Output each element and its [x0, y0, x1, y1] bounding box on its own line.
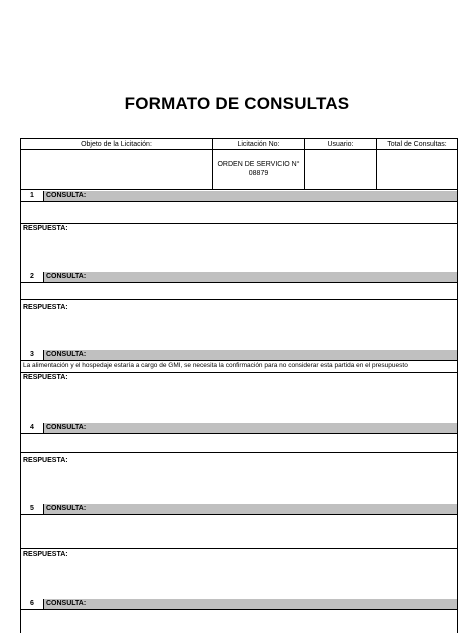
consulta-label: CONSULTA:	[46, 600, 87, 607]
consulta-label: CONSULTA:	[46, 424, 87, 431]
consulta-label: CONSULTA:	[46, 273, 87, 280]
consulta-number: 1	[21, 191, 44, 201]
consulta-bar-3	[21, 350, 457, 361]
licitacion-value[interactable]: ORDEN DE SERVICIO N° 08879	[213, 150, 305, 189]
consulta-label: CONSULTA:	[46, 192, 87, 199]
header-objeto: Objeto de la Licitación:	[21, 139, 213, 149]
divider	[21, 372, 457, 373]
objeto-value[interactable]	[21, 150, 213, 189]
divider	[21, 452, 457, 453]
consulta-bar-1	[21, 191, 457, 202]
consulta-number: 3	[21, 350, 44, 360]
consulta-number: 4	[21, 423, 44, 433]
header-total: Total de Consultas:	[387, 141, 447, 148]
respuesta-label: RESPUESTA:	[23, 225, 68, 232]
divider	[21, 548, 457, 549]
consulta-bar-5	[21, 504, 457, 515]
consultation-form	[20, 138, 458, 633]
values-row	[21, 150, 457, 190]
header-licitacion: Licitación No:	[213, 139, 305, 149]
consulta-number: 5	[21, 504, 44, 514]
consulta-label: CONSULTA:	[46, 351, 87, 358]
consulta-text-3: La alimentación y el hospedaje estaría a cargo de GMI, se necesita la confirmación para no considerar esta partida en el presupuesto	[23, 362, 408, 369]
divider	[21, 223, 457, 224]
divider	[21, 299, 457, 300]
total-value[interactable]	[377, 150, 457, 189]
page-title: FORMATO DE CONSULTAS	[124, 94, 350, 113]
consulta-bar-2	[21, 272, 457, 283]
consulta-bar-4	[21, 423, 457, 434]
respuesta-label: RESPUESTA:	[23, 374, 68, 381]
respuesta-label: RESPUESTA:	[23, 457, 68, 464]
consulta-bar-6	[21, 599, 457, 610]
respuesta-label: RESPUESTA:	[23, 304, 68, 311]
header-row	[21, 139, 457, 150]
consulta-number: 2	[21, 272, 44, 282]
consulta-number: 6	[21, 599, 44, 609]
consulta-label: CONSULTA:	[46, 505, 87, 512]
usuario-value[interactable]	[305, 150, 377, 189]
respuesta-label: RESPUESTA:	[23, 551, 68, 558]
header-usuario: Usuario:	[305, 139, 377, 149]
